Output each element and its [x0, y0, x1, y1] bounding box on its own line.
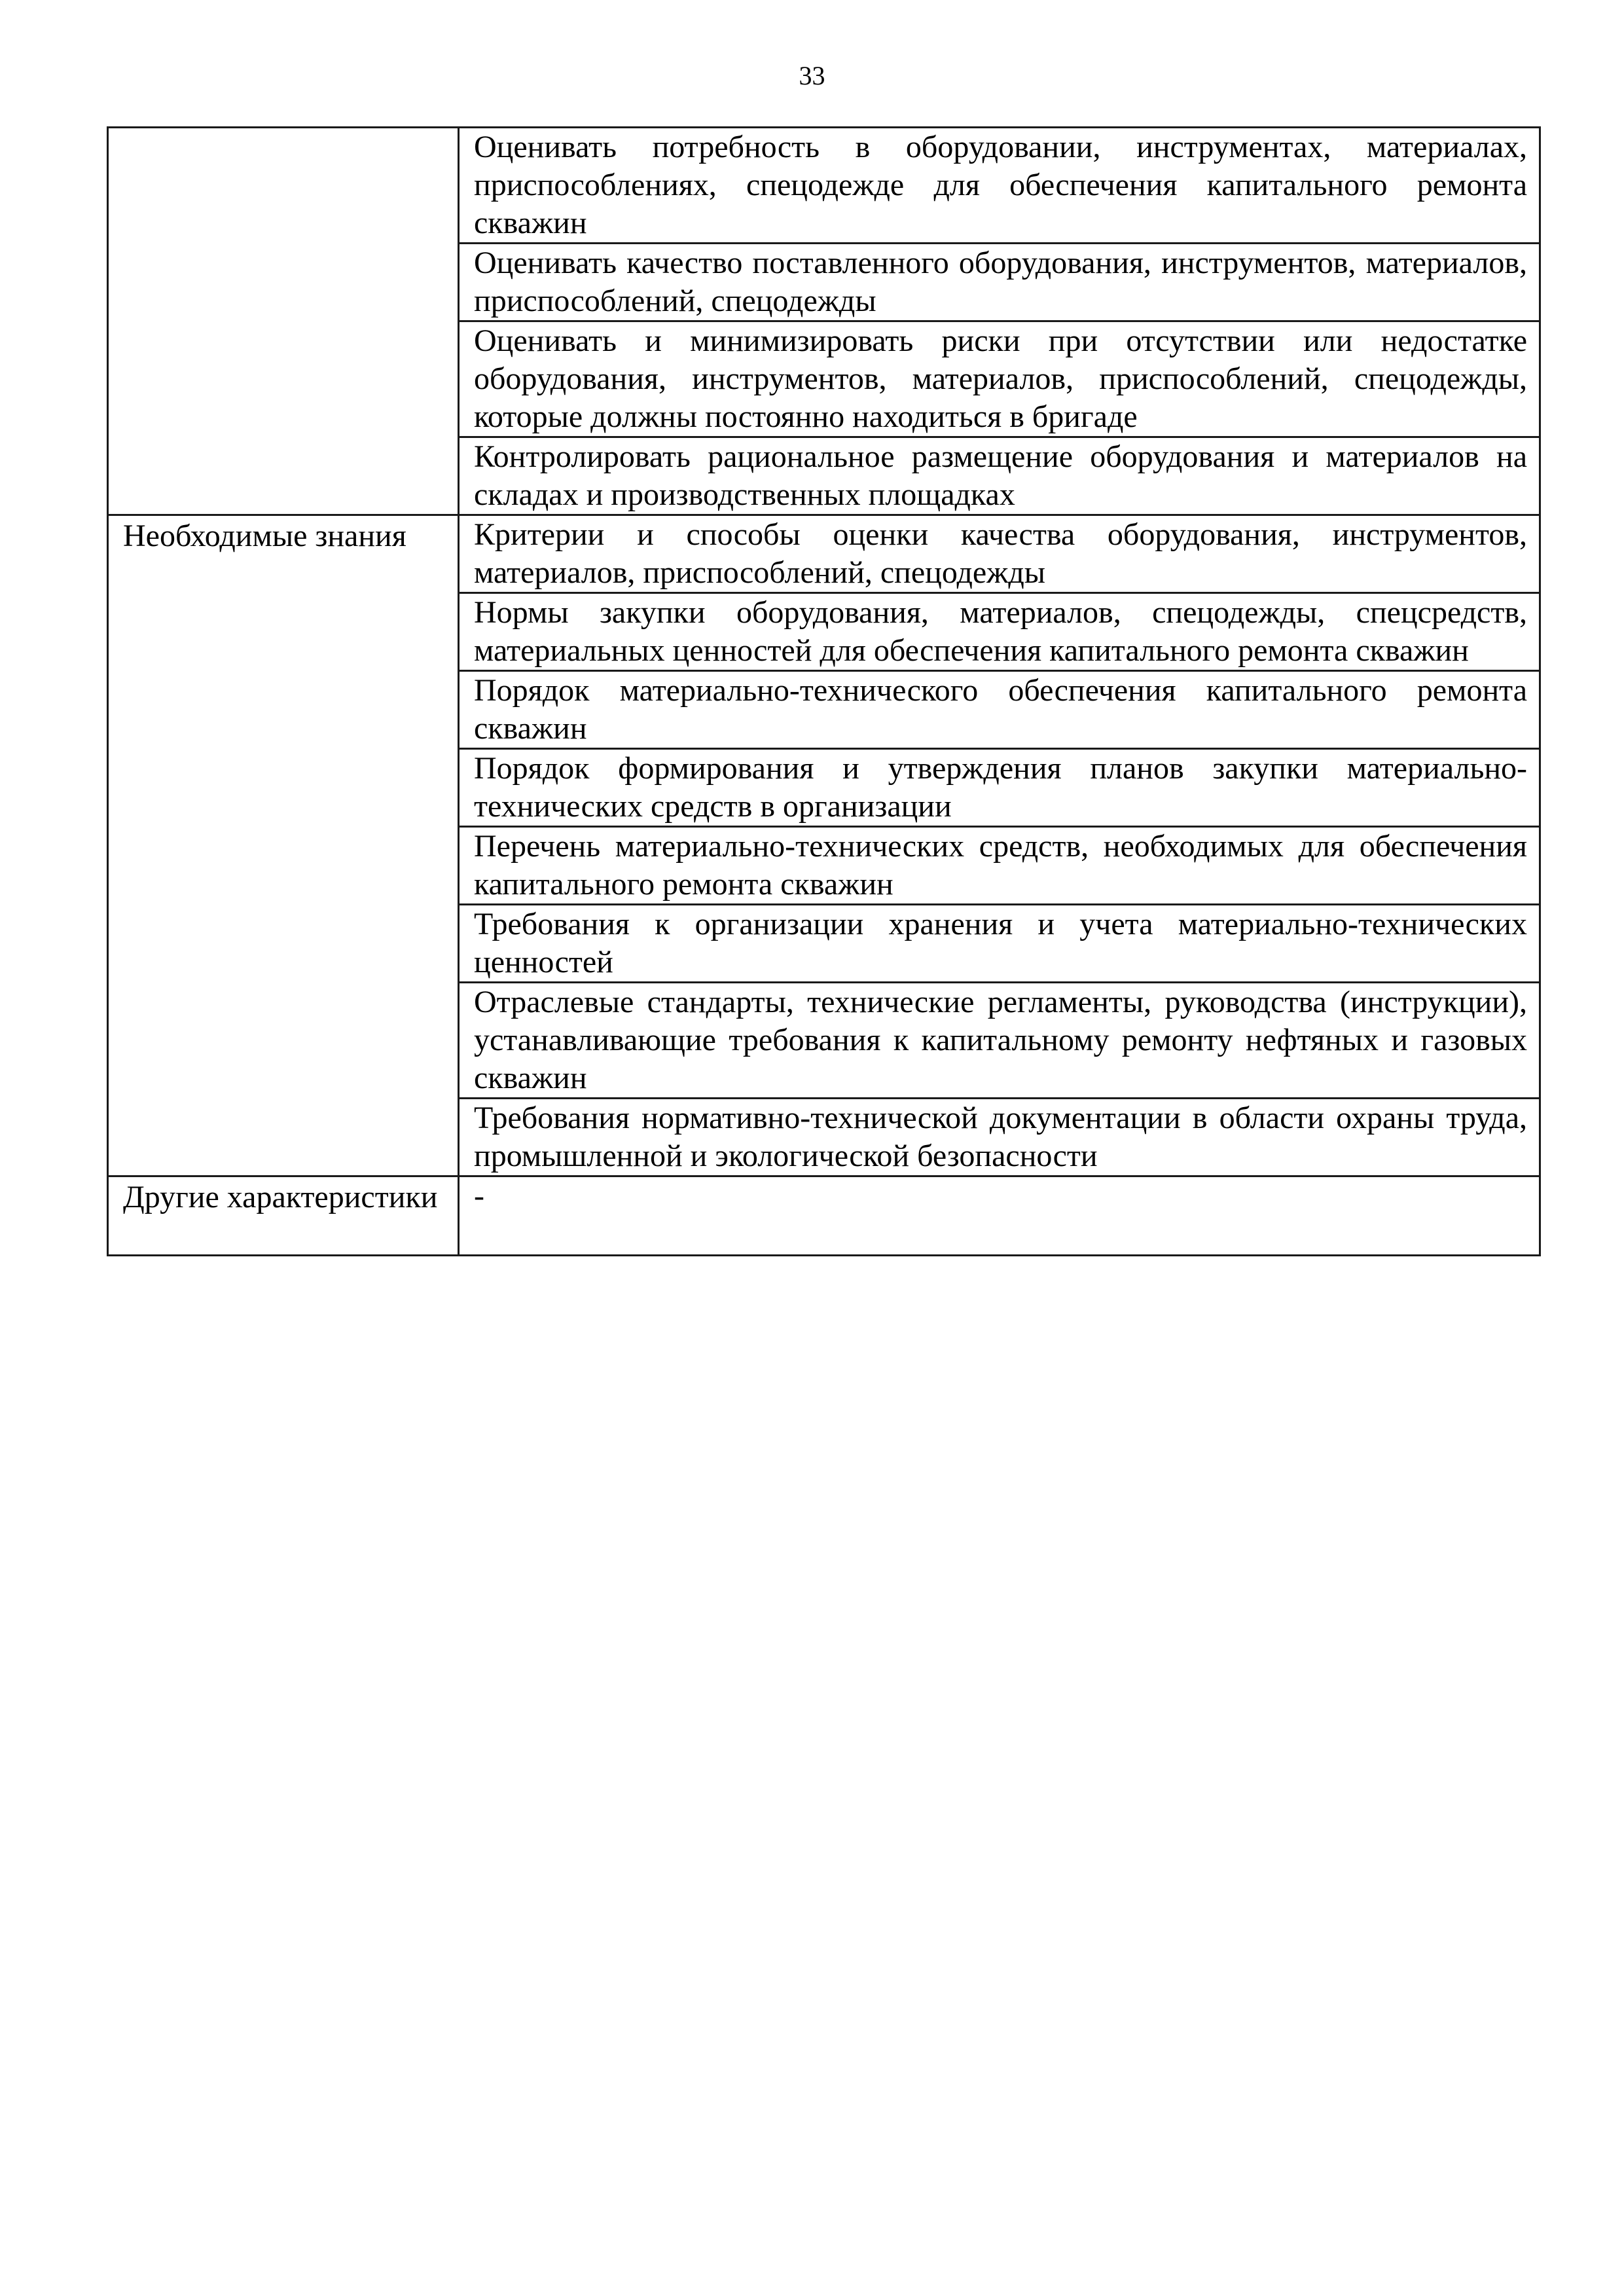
row-label-knowledge: Необходимые знания [108, 515, 459, 1176]
table-row [108, 128, 1540, 244]
table-cell-skill: Контролировать рациональное размещение оборудования и материалов на складах и производственных площадках [459, 437, 1540, 515]
table-cell-knowledge: Нормы закупки оборудования, материалов, спецодежды, спецсредств, материальных ценностей для обеспечения капитального ремонта скважин [459, 593, 1540, 671]
table-cell-other: - [459, 1176, 1540, 1256]
table-cell-knowledge: Отраслевые стандарты, технические регламенты, руководства (инструкции), устанавливающие требования к капитальному ремонту нефтяных и газовых скважин [459, 983, 1540, 1099]
requirements-table [107, 126, 1541, 1256]
table-cell-knowledge: Порядок материально-технического обеспечения капитального ремонта скважин [459, 671, 1540, 749]
page-number: 33 [799, 61, 825, 90]
table-cell-skill: Оценивать качество поставленного оборудования, инструментов, материалов, приспособлений, спецодежды [459, 244, 1540, 321]
row-label-skills-continued [108, 128, 459, 515]
table-cell-knowledge: Критерии и способы оценки качества оборудования, инструментов, материалов, приспособлений, спецодежды [459, 515, 1540, 593]
table-row [108, 515, 1540, 593]
table-cell-knowledge: Порядок формирования и утверждения планов закупки материально-технических средств в организации [459, 749, 1540, 827]
table-cell-knowledge: Перечень материально-технических средств, необходимых для обеспечения капитального ремонта скважин [459, 827, 1540, 905]
table-row [108, 1176, 1540, 1256]
table-cell-skill: Оценивать потребность в оборудовании, инструментах, материалах, приспособлениях, спецодежде для обеспечения капитального ремонта скважин [459, 128, 1540, 244]
table-cell-skill: Оценивать и минимизировать риски при отсутствии или недостатке оборудования, инструментов, материалов, приспособлений, спецодежды, которые должны постоянно находиться в бригаде [459, 321, 1540, 437]
table-cell-knowledge: Требования к организации хранения и учета материально-технических ценностей [459, 905, 1540, 983]
row-label-other: Другие характеристики [108, 1176, 459, 1256]
table-cell-knowledge: Требования нормативно-технической документации в области охраны труда, промышленной и экологической безопасности [459, 1099, 1540, 1176]
